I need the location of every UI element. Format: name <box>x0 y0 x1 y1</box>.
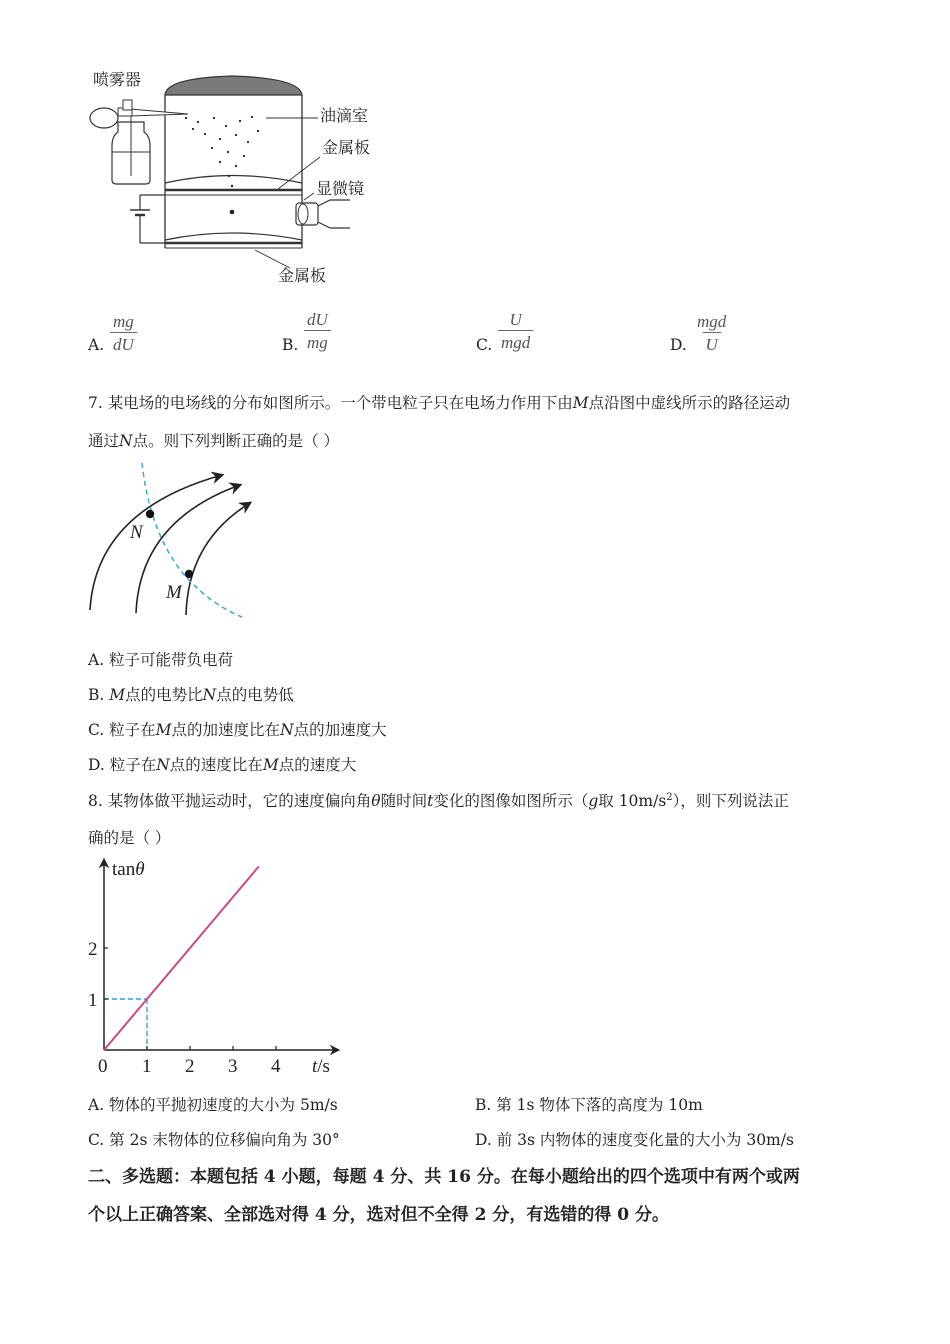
option-text: 点的速度大 <box>278 756 357 774</box>
option-text: 点的加速度比在 <box>171 721 281 739</box>
figure-label-m: M <box>166 582 182 603</box>
option-text: A. 粒子可能带负电荷 <box>88 651 234 669</box>
q8-option-a[interactable]: A. 物体的平抛初速度的大小为 5m/s <box>88 1096 338 1114</box>
series-line-0 <box>104 866 259 1050</box>
x-axis-label <box>312 1056 330 1077</box>
fraction-numerator: mgd <box>697 312 727 331</box>
fraction-denominator: mg <box>304 330 331 351</box>
q7-stem-text: 7. 某电场的电场线的分布如图所示。一个带电粒子只在电场力作用下由 <box>88 394 573 412</box>
y-axis-label <box>112 859 145 880</box>
y-label-prefix: tan <box>112 859 136 880</box>
q8-stem-text: 随时间 <box>380 792 428 811</box>
q7-option-b[interactable] <box>88 688 294 704</box>
origin-label: 0 <box>98 1056 108 1077</box>
q8-option-d[interactable]: D. 前 3s 内物体的速度变化量的大小为 30m/s <box>475 1131 794 1149</box>
option-symbol: N <box>156 756 170 774</box>
q8-stem-text: 变化的图像如图所示（ <box>433 792 589 811</box>
figure-label-n: N <box>130 522 143 543</box>
q7-stem-text: 通过 <box>88 432 120 450</box>
q8-stem-text: 取 10m/s <box>598 792 667 811</box>
x-tick-label-2: 2 <box>185 1056 195 1077</box>
bottom-plate-label: 金属板 <box>278 266 327 285</box>
q7-stem-m: M <box>572 394 589 412</box>
microscope-label: 显微镜 <box>316 179 365 198</box>
q7-option-a[interactable] <box>88 653 233 669</box>
point-n <box>146 510 154 518</box>
option-text: D. 粒子在 <box>88 756 157 774</box>
option-symbol: N <box>202 686 217 704</box>
field-line-3 <box>186 503 250 615</box>
x-label-symbol: t <box>312 1056 318 1077</box>
q8-stem-theta: θ <box>371 792 381 811</box>
particle-path <box>142 463 242 617</box>
fraction-denominator: dU <box>110 332 137 353</box>
option-text: B. <box>88 686 110 704</box>
y-tick-label-1: 1 <box>88 990 98 1011</box>
q6-option-a-letter[interactable]: A. <box>88 336 105 354</box>
y-tick-label-2: 2 <box>88 939 98 960</box>
q7-option-c[interactable] <box>88 723 387 739</box>
option-text: C. 粒子在 <box>88 721 156 739</box>
q6-option-d-fraction[interactable] <box>694 313 729 353</box>
oil-chamber-label: 油滴室 <box>320 106 369 125</box>
x-label-unit: /s <box>317 1056 330 1077</box>
q8-option-b[interactable]: B. 第 1s 物体下落的高度为 10m <box>475 1096 703 1114</box>
fraction-numerator: U <box>509 310 522 329</box>
fraction-denominator: U <box>703 332 721 353</box>
q6-option-c-letter[interactable]: C. <box>476 336 493 354</box>
section-2-line1: 二、多选题：本题包括 4 小题，每题 4 分、共 16 分。在每小题给出的四个选项中有两个或两 <box>88 1167 800 1187</box>
fraction-numerator: mg <box>113 312 134 331</box>
option-text: 点的速度比在 <box>169 756 263 774</box>
section-2-line2: 个以上正确答案、全部选对得 4 分，选对但不全得 2 分，有选错的得 0 分。 <box>88 1205 669 1225</box>
q6-option-c-fraction[interactable] <box>498 311 533 351</box>
q7-option-d[interactable] <box>88 758 356 774</box>
option-symbol: M <box>155 721 172 739</box>
q7-stem-n: N <box>119 432 133 450</box>
fraction-denominator: mgd <box>498 330 533 351</box>
q8-stem-t: t <box>427 792 434 811</box>
q8-stem-line2: 确的是（ ） <box>88 829 171 847</box>
q7-stem-line2 <box>88 434 339 450</box>
field-lines-figure <box>0 455 300 635</box>
x-tick-label-1: 1 <box>142 1056 152 1077</box>
q8-stem-text: 8. 某物体做平抛运动时，它的速度偏向角 <box>88 792 372 811</box>
q6-option-b-letter[interactable]: B. <box>282 336 299 354</box>
fraction-numerator: dU <box>307 310 328 329</box>
q7-stem-line1 <box>88 396 790 412</box>
q8-stem-g: g <box>588 792 599 811</box>
y-label-symbol: θ <box>135 859 145 880</box>
q8-stem-superscript: 2 <box>666 792 673 803</box>
point-m <box>185 570 193 578</box>
q7-stem-text: 点沿图中虚线所示的路径运动 <box>588 394 791 412</box>
tan-theta-chart <box>80 855 340 1085</box>
option-text: 点的电势低 <box>216 686 294 704</box>
option-symbol: N <box>280 721 294 739</box>
q8-stem-text: ），则下列说法正 <box>672 792 789 811</box>
sprayer-label: 喷雾器 <box>93 70 142 89</box>
top-plate-label: 金属板 <box>322 138 371 157</box>
q8-stem-line1 <box>88 793 789 810</box>
q8-option-c[interactable]: C. 第 2s 末物体的位移偏向角为 30° <box>88 1131 340 1149</box>
field-line-1 <box>90 475 222 610</box>
q6-option-b-fraction[interactable] <box>304 311 331 351</box>
option-text: 点的电势比 <box>125 686 203 704</box>
x-tick-label-4: 4 <box>271 1056 281 1077</box>
option-symbol: M <box>109 686 126 704</box>
option-symbol: M <box>262 756 279 774</box>
q6-option-a-fraction[interactable] <box>110 313 137 353</box>
q7-stem-text: 点。则下列判断正确的是（ ） <box>132 432 340 450</box>
x-tick-label-3: 3 <box>228 1056 238 1077</box>
q6-option-d-letter[interactable]: D. <box>670 336 687 354</box>
option-text: 点的加速度大 <box>293 721 387 739</box>
